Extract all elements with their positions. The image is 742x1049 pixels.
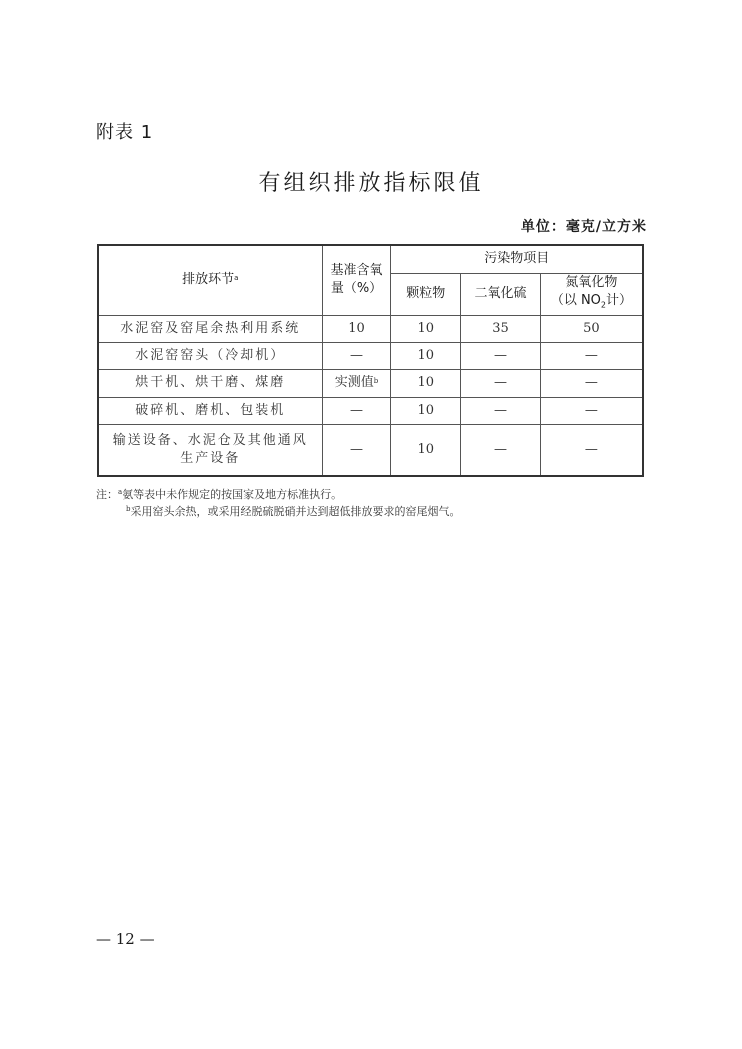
cell-particulate: 10 (391, 315, 461, 342)
nox-subscript: 2 (600, 300, 606, 310)
table-row (98, 369, 643, 397)
cell-nox: — (540, 424, 643, 476)
cell-stage: 烘干机、烘干磨、煤磨 (98, 369, 322, 397)
cell-stage: 水泥窑窑头（冷却机） (98, 342, 322, 369)
table-row (98, 342, 643, 369)
appendix-label: 附表 1 (96, 122, 154, 143)
cell-particulate: 10 (391, 342, 461, 369)
cell-oxygen: 10 (322, 315, 391, 342)
cell-stage: 输送设备、水泥仓及其他通风生产设备 (98, 424, 322, 476)
cell-so2: — (461, 397, 541, 424)
footnote-mark: a (234, 274, 239, 283)
cell-so2: — (461, 369, 541, 397)
cell-particulate: 10 (391, 369, 461, 397)
cell-oxygen: — (322, 397, 391, 424)
cell-nox: — (540, 397, 643, 424)
emission-limits-table (97, 244, 644, 477)
cell-so2: — (461, 342, 541, 369)
footnote-mark: b (126, 505, 131, 513)
cell-so2: — (461, 424, 541, 476)
header-nox-line2 (541, 292, 642, 315)
nox-suffix: 计） (606, 292, 633, 308)
header-nox-line1: 氮氧化物 (565, 274, 618, 290)
page-number: — 12 — (96, 930, 155, 948)
nox-prefix: （以 NO (550, 292, 601, 308)
footnote-mark: b (373, 377, 379, 385)
table-row (98, 397, 643, 424)
note-a (96, 486, 460, 503)
cell-nox: 50 (540, 315, 643, 342)
header-row-1 (98, 245, 643, 273)
cell-oxygen: — (322, 342, 391, 369)
table-notes (96, 486, 460, 520)
footnote-mark: a (118, 488, 123, 496)
note-a-text: 氨等表中未作规定的按国家及地方标准执行。 (122, 488, 343, 501)
table-row (98, 315, 643, 342)
note-b-text: 采用窑头余热，或采用经脱硫脱硝并达到超低排放要求的窑尾烟气。 (130, 505, 461, 518)
notes-prefix: 注： (96, 488, 118, 501)
header-pollutants-group: 污染物项目 (391, 245, 643, 273)
cell-stage: 水泥窑及窑尾余热利用系统 (98, 315, 322, 342)
cell-oxygen: — (322, 424, 391, 476)
header-stage-label: 排放环节 (182, 272, 235, 288)
unit-label: 单位：毫克/立方米 (520, 219, 647, 235)
header-oxygen: 基准含氧量（%） (322, 245, 391, 315)
cell-nox: — (540, 342, 643, 369)
cell-particulate: 10 (391, 397, 461, 424)
note-b (96, 503, 460, 520)
header-nox (540, 273, 643, 315)
cell-so2: 35 (461, 315, 541, 342)
cell-particulate: 10 (391, 424, 461, 476)
document-title: 有组织排放指标限值 (258, 171, 484, 196)
table-row (98, 424, 643, 476)
cell-nox: — (540, 369, 643, 397)
header-particulate: 颗粒物 (391, 273, 461, 315)
cell-oxygen (322, 369, 391, 397)
cell-oxygen-value: 实测值 (334, 375, 374, 390)
header-so2: 二氧化硫 (461, 273, 541, 315)
header-stage (98, 245, 322, 315)
cell-stage: 破碎机、磨机、包装机 (98, 397, 322, 424)
